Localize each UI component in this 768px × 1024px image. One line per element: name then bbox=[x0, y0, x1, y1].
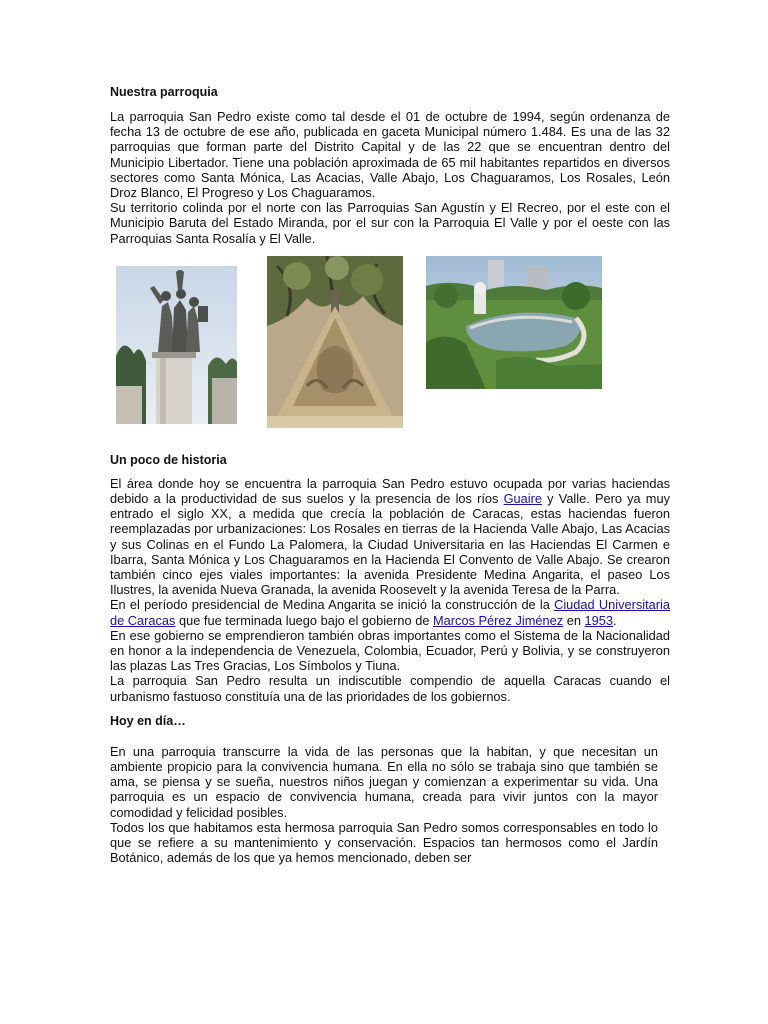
garden-pond-photo bbox=[426, 256, 602, 389]
link-ciudad-universitaria[interactable]: Ciudad Universitaria de Caracas bbox=[110, 597, 670, 628]
text-span: en bbox=[563, 612, 585, 628]
document-page bbox=[110, 84, 670, 866]
paragraph-hoy-convivencia: En una parroquia transcurre la vida de las personas que la habitan, y que necesitan un ambiente propicio para la convivencia humana. En ella no sólo se trabaja sino que también se ama, se piensa y se sueña, nuestros niños juegan y comienzan a experimentar su vida. Una parroquia es un espacio de convivencia humana, creada para vivir juntos con la mayor comodidad y felicidad posibles. bbox=[110, 743, 658, 820]
link-1953[interactable]: 1953 bbox=[584, 612, 613, 628]
text-span: El área donde hoy se encuentra la parroquia San Pedro estuvo ocupada por varias haciendas debido a la productividad de sus suelos y la presencia de los ríos bbox=[110, 475, 670, 507]
text-span: y Valle. Pero ya muy entrado el siglo XX, a medida que crecía la población de Caracas, estas haciendas fueron reemplazadas por urbanizaciones: Los Rosales en tierras de la Hacienda Valle Abajo, Las Acacias y sus Colinas en el Fundo La Palomera, la Ciudad Universitaria en las Haciendas El Carmen e Ibarra, Santa Mónica y Los Chaguaramos en la Hacienda El Convento de Valle Abajo. Se crearon también cinco ejes viales importantes: la avenida Presidente Medina Angarita, el paseo Los Ilustres, la avenida Nueva Granada, la avenida Roosevelt y la avenida Teresa de la Parra. bbox=[110, 491, 670, 598]
link-marcos-perez-jimenez[interactable]: Marcos Pérez Jiménez bbox=[433, 612, 564, 628]
monument-photo bbox=[116, 266, 237, 424]
paragraph-historia-urbanismo: La parroquia San Pedro resulta un indiscutible compendio de aquella Caracas cuando el urbanismo fastuoso constituía una de las prioridades de los gobiernos. bbox=[110, 673, 670, 704]
paragraph-historia-obras: En ese gobierno se emprendieron también obras importantes como el Sistema de la Nacionalidad en honor a la independencia de Venezuela, Colombia, Ecuador, Perú y Bolivia, y se construyeron las plazas Las Tres Gracias, Los Símbolos y Tiuna. bbox=[110, 627, 670, 674]
paragraph-parroquia-intro: La parroquia San Pedro existe como tal desde el 01 de octubre de 1994, según ordenanza de fecha 13 de octubre de ese año, publicada en gaceta Municipal número 1.484. Es una de las 32 parroquias que forman parte del Distrito Capital y de las 22 que se encuentran dentro del Municipio Libertador. Tiene una población aproximada de 65 mil habitantes repartidos en diversos sectores como Santa Mónica, Las Acacias, Valle Abajo, Los Chaguaramos, Los Rosales, León Droz Blanco, El Progreso y Los Chaguaramos. bbox=[110, 109, 670, 201]
relief-sculpture-photo bbox=[267, 256, 403, 428]
section-title-historia: Un poco de historia bbox=[110, 452, 227, 467]
text-span: En el período presidencial de Medina Angarita se inició la construcción de la bbox=[110, 597, 555, 613]
paragraph-historia-haciendas bbox=[110, 476, 670, 598]
section-title-hoy-en-dia: Hoy en día… bbox=[110, 713, 186, 728]
paragraph-hoy-corresponsables: Todos los que habitamos esta hermosa parroquia San Pedro somos corresponsables en todo lo que se refiere a su mantenimiento y conservación. Espacios tan hermosos como el Jardín Botánico, además de los que ya hemos mencionado, deben ser bbox=[110, 819, 658, 866]
text-span: . bbox=[613, 612, 617, 628]
text-span: que fue terminada luego bajo el gobierno de bbox=[175, 612, 434, 628]
photo-row bbox=[110, 256, 670, 452]
link-guaire[interactable]: Guaire bbox=[503, 491, 543, 507]
paragraph-historia-ciudad-universitaria bbox=[110, 597, 670, 627]
section-title-nuestra-parroquia: Nuestra parroquia bbox=[110, 85, 218, 99]
paragraph-parroquia-limits: Su territorio colinda por el norte con las Parroquias San Agustín y El Recreo, por el este con el Municipio Baruta del Estado Miranda, por el sur con la Parroquia El Valle y por el oeste con las Parroquias Santa Rosalía y El Valle. bbox=[110, 200, 670, 246]
